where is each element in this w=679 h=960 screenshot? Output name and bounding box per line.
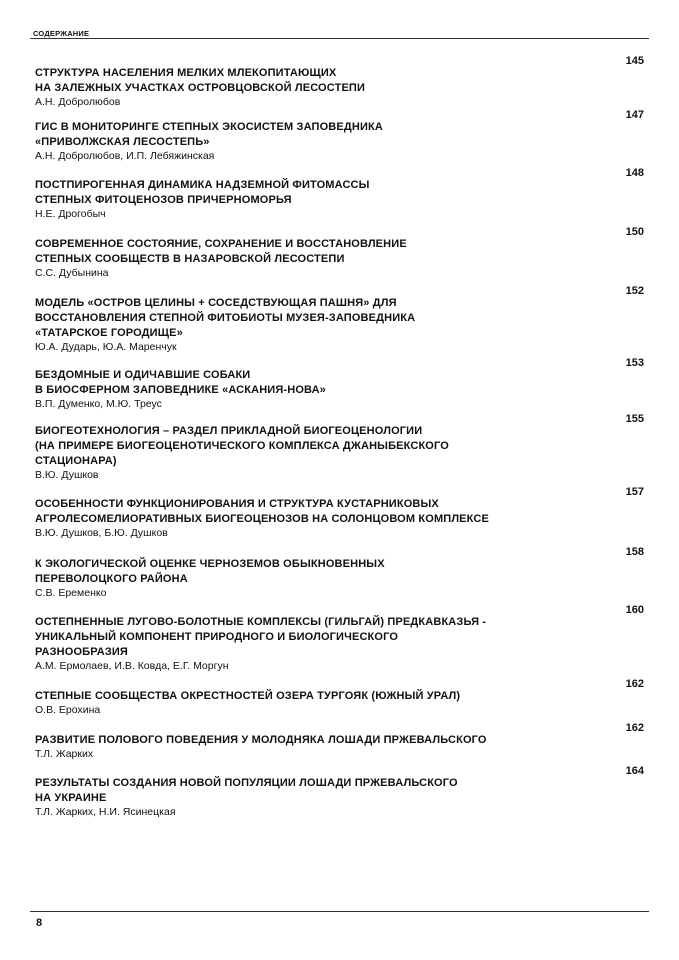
entry-page-number: 160 bbox=[625, 604, 644, 616]
entry-page-number: 153 bbox=[625, 357, 644, 369]
entry-authors: О.В. Ерохина bbox=[35, 704, 101, 716]
entry-title: ОСТЕПНЕННЫЕ ЛУГОВО-БОЛОТНЫЕ КОМПЛЕКСЫ (ГИЛЬГАЙ) ПРЕДКАВКАЗЬЯ - УНИКАЛЬНЫЙ КОМПОНЕНТ ПРИРОДНОГО И БИОЛОГИЧЕСКОГО РАЗНООБРАЗИЯ bbox=[35, 616, 487, 658]
entry-page-number: 147 bbox=[625, 109, 644, 121]
entry-authors: В.Ю. Душков bbox=[35, 469, 99, 481]
running-header: СОДЕРЖАНИЕ bbox=[33, 29, 90, 38]
footer-rule bbox=[30, 911, 649, 912]
entry-page-number: 162 bbox=[625, 678, 644, 690]
entry-title: К ЭКОЛОГИЧЕСКОЙ ОЦЕНКЕ ЧЕРНОЗЕМОВ ОБЫКНОВЕННЫХ ПЕРЕВОЛОЦКОГО РАЙОНА bbox=[35, 558, 385, 585]
entry-authors: В.Ю. Душков, Б.Ю. Душков bbox=[35, 527, 168, 539]
entry-authors: С.В. Еременко bbox=[35, 587, 107, 599]
toc-entry[interactable] bbox=[35, 413, 644, 482]
toc-entry[interactable] bbox=[35, 546, 644, 600]
entry-authors: А.Н. Добролюбов bbox=[35, 96, 121, 108]
entry-authors: Н.Е. Дрогобыч bbox=[35, 208, 106, 220]
entry-page-number: 150 bbox=[625, 226, 644, 238]
entry-page-number: 158 bbox=[625, 546, 644, 558]
entry-authors: В.П. Думенко, М.Ю. Треус bbox=[35, 398, 162, 410]
toc-entry[interactable] bbox=[35, 486, 644, 540]
entry-title: СТЕПНЫЕ СООБЩЕСТВА ОКРЕСТНОСТЕЙ ОЗЕРА ТУРГОЯК (ЮЖНЫЙ УРАЛ) bbox=[35, 690, 461, 702]
toc-entry[interactable] bbox=[35, 722, 644, 761]
entry-page-number: 162 bbox=[625, 722, 644, 734]
entry-title: РЕЗУЛЬТАТЫ СОЗДАНИЯ НОВОЙ ПОПУЛЯЦИИ ЛОШАДИ ПРЖЕВАЛЬСКОГО НА УКРАИНЕ bbox=[35, 777, 458, 804]
entry-title: ГИС В МОНИТОРИНГЕ СТЕПНЫХ ЭКОСИСТЕМ ЗАПОВЕДНИКА «ПРИВОЛЖСКАЯ ЛЕСОСТЕПЬ» bbox=[35, 121, 383, 148]
toc-entry[interactable] bbox=[35, 55, 644, 109]
entry-title: СТРУКТУРА НАСЕЛЕНИЯ МЕЛКИХ МЛЕКОПИТАЮЩИХ НА ЗАЛЕЖНЫХ УЧАСТКАХ ОСТРОВЦОВСКОЙ ЛЕСОСТЕПИ bbox=[35, 67, 366, 94]
toc-entry[interactable] bbox=[35, 604, 644, 673]
entry-authors: Т.Л. Жарких, Н.И. Ясинецкая bbox=[35, 806, 176, 818]
toc-entry[interactable] bbox=[35, 167, 644, 221]
toc-entry[interactable] bbox=[35, 285, 644, 354]
toc-entry[interactable] bbox=[35, 357, 644, 411]
entry-title: СОВРЕМЕННОЕ СОСТОЯНИЕ, СОХРАНЕНИЕ И ВОССТАНОВЛЕНИЕ СТЕПНЫХ СООБЩЕСТВ В НАЗАРОВСКОЙ ЛЕСОСТЕПИ bbox=[35, 238, 407, 265]
entry-title: БЕЗДОМНЫЕ И ОДИЧАВШИЕ СОБАКИ В БИОСФЕРНОМ ЗАПОВЕДНИКЕ «АСКАНИЯ-НОВА» bbox=[35, 369, 326, 396]
header-rule bbox=[30, 38, 649, 39]
entry-page-number: 152 bbox=[625, 285, 644, 297]
toc-entry[interactable] bbox=[35, 226, 644, 280]
entry-title: МОДЕЛЬ «ОСТРОВ ЦЕЛИНЫ + СОСЕДСТВУЮЩАЯ ПАШНЯ» ДЛЯ ВОССТАНОВЛЕНИЯ СТЕПНОЙ ФИТОБИОТЫ МУЗЕЯ-ЗАПОВЕДНИКА «ТАТАРСКОЕ ГОРОДИЩЕ» bbox=[35, 297, 416, 339]
entry-authors: Т.Л. Жарких bbox=[35, 748, 94, 760]
entry-page-number: 148 bbox=[625, 167, 644, 179]
entry-title: ОСОБЕННОСТИ ФУНКЦИОНИРОВАНИЯ И СТРУКТУРА КУСТАРНИКОВЫХ АГРОЛЕСОМЕЛИОРАТИВНЫХ БИОГЕОЦЕНОЗОВ НА СОЛОНЦОВОМ КОМПЛЕКСЕ bbox=[35, 498, 489, 525]
toc-entry[interactable] bbox=[35, 109, 644, 163]
entry-title: ПОСТПИРОГЕННАЯ ДИНАМИКА НАДЗЕМНОЙ ФИТОМАССЫ СТЕПНЫХ ФИТОЦЕНОЗОВ ПРИЧЕРНОМОРЬЯ bbox=[35, 179, 370, 206]
entry-page-number: 164 bbox=[625, 765, 644, 777]
page-number: 8 bbox=[36, 917, 43, 929]
entry-authors: А.Н. Добролюбов, И.П. Лебяжинская bbox=[35, 150, 215, 162]
toc-entry[interactable] bbox=[35, 765, 644, 819]
toc-entry[interactable] bbox=[35, 678, 644, 717]
entry-page-number: 155 bbox=[625, 413, 644, 425]
entry-authors: Ю.А. Дударь, Ю.А. Маренчук bbox=[35, 341, 177, 353]
entry-page-number: 157 bbox=[625, 486, 644, 498]
entry-authors: А.М. Ермолаев, И.В. Ковда, Е.Г. Моргун bbox=[35, 660, 229, 672]
entry-page-number: 145 bbox=[625, 55, 644, 67]
entry-title: БИОГЕОТЕХНОЛОГИЯ – РАЗДЕЛ ПРИКЛАДНОЙ БИОГЕОЦЕНОЛОГИИ (НА ПРИМЕРЕ БИОГЕОЦЕНОТИЧЕСКОГО КОМПЛЕКСА ДЖАНЫБЕКСКОГО СТАЦИОНАРА) bbox=[35, 425, 449, 467]
entry-title: РАЗВИТИЕ ПОЛОВОГО ПОВЕДЕНИЯ У МОЛОДНЯКА ЛОШАДИ ПРЖЕВАЛЬСКОГО bbox=[35, 734, 487, 746]
entry-authors: С.С. Дубынина bbox=[35, 267, 109, 279]
